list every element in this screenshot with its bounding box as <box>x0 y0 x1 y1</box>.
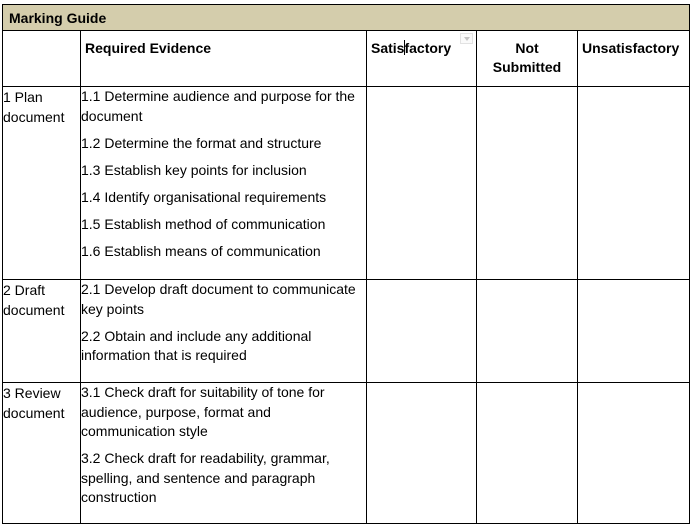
element-line: 3 Review <box>3 385 61 401</box>
evidence-item: 1.1 Determine audience and purpose for the document <box>81 88 355 124</box>
element-line: 1 Plan <box>3 89 43 105</box>
evidence-item: 1.4 Identify organisational requirements <box>81 188 327 205</box>
table-row <box>3 280 690 383</box>
table-row <box>3 87 690 280</box>
element-cell <box>3 280 81 383</box>
header-not-submitted-line2: Submitted <box>492 59 562 75</box>
header-element-cell <box>3 31 81 87</box>
evidence-item: 1.6 Establish means of communication <box>81 242 321 259</box>
element-cell <box>3 383 81 524</box>
header-required-evidence: Required Evidence <box>81 31 367 87</box>
header-row <box>3 31 690 87</box>
evidence-cell <box>81 383 367 524</box>
evidence-item: 1.5 Establish method of communication <box>81 215 326 232</box>
element-line: document <box>3 405 65 421</box>
evidence-cell <box>81 280 367 383</box>
header-satisfactory-part2: factory <box>404 40 452 56</box>
header-satisfactory[interactable] <box>367 31 477 87</box>
satisfactory-cell[interactable] <box>367 87 477 280</box>
dropdown-arrow-icon[interactable] <box>460 33 473 44</box>
element-line: 2 Draft <box>3 282 46 298</box>
not-submitted-cell[interactable] <box>477 383 578 524</box>
evidence-item: 2.2 Obtain and include any additional information that is required <box>81 327 312 363</box>
table-title: Marking Guide <box>3 5 690 31</box>
marking-guide-table <box>2 4 690 524</box>
header-unsatisfactory: Unsatisfactory <box>578 31 690 87</box>
evidence-item: 1.2 Determine the format and structure <box>81 134 322 151</box>
header-not-submitted-line1: Not <box>515 40 539 56</box>
unsatisfactory-cell[interactable] <box>578 87 690 280</box>
unsatisfactory-cell[interactable] <box>578 280 690 383</box>
evidence-cell <box>81 87 367 280</box>
element-line: document <box>3 109 65 125</box>
evidence-item: 3.2 Check draft for readability, grammar, spelling, and sentence and paragraph construction <box>81 450 330 505</box>
not-submitted-cell[interactable] <box>477 87 578 280</box>
evidence-item: 2.1 Develop draft document to communicate key points <box>81 281 356 317</box>
evidence-item: 3.1 Check draft for suitability of tone for audience, purpose, format and communication style <box>81 384 325 439</box>
satisfactory-cell[interactable] <box>367 280 477 383</box>
unsatisfactory-cell[interactable] <box>578 383 690 524</box>
element-cell <box>3 87 81 280</box>
satisfactory-cell[interactable] <box>367 383 477 524</box>
title-row <box>3 5 690 31</box>
not-submitted-cell[interactable] <box>477 280 578 383</box>
header-satisfactory-part1: Satis <box>371 40 405 56</box>
evidence-item: 1.3 Establish key points for inclusion <box>81 161 307 178</box>
element-line: document <box>3 302 65 318</box>
header-not-submitted <box>477 31 578 87</box>
table-row <box>3 383 690 524</box>
